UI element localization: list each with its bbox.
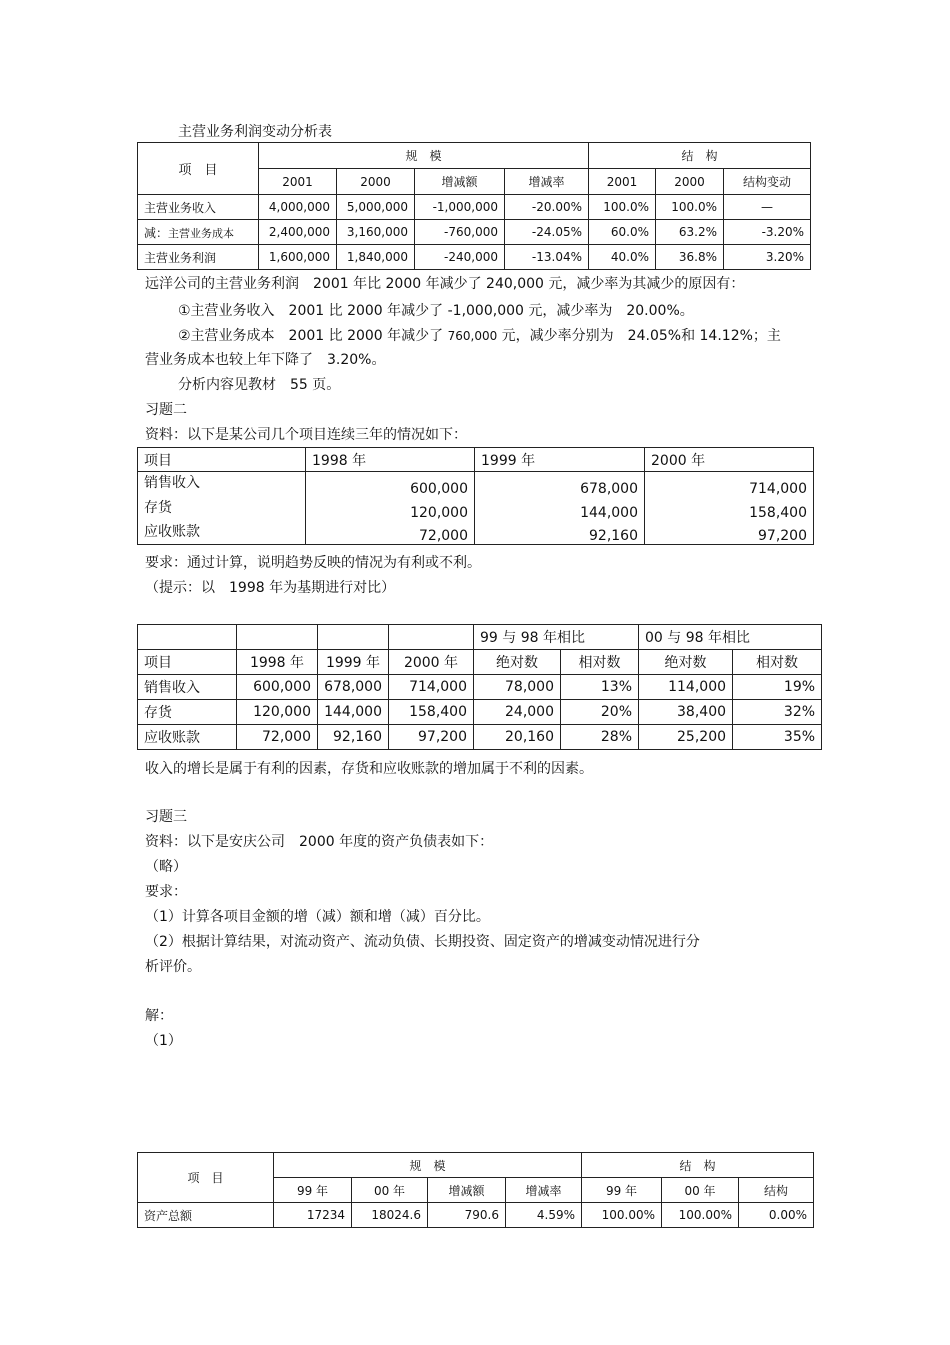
row-label: 资产总额 bbox=[138, 1203, 274, 1228]
cell: 114,000 bbox=[639, 675, 733, 700]
analysis-point-1: ①主营业务收入 2001 比 2000 年减少了 -1,000,000 元，减少率为 20.00%。 bbox=[178, 303, 694, 319]
row-label-text: 主营业务成本 bbox=[168, 226, 235, 240]
cell: 24,000 bbox=[474, 700, 561, 725]
trend-comparison-table bbox=[137, 624, 822, 750]
subheader: 增减额 bbox=[415, 169, 505, 195]
table-row bbox=[138, 675, 822, 700]
empty-cell bbox=[237, 625, 318, 650]
header-item: 项 目 bbox=[138, 143, 259, 195]
cell: 25,200 bbox=[639, 725, 733, 750]
requirement-heading: 要求： bbox=[145, 884, 187, 900]
exercise-2-requirement: 要求：通过计算，说明趋势反映的情况为有利或不利。 bbox=[145, 555, 481, 571]
cell: -3.20% bbox=[724, 220, 811, 245]
column-header: 相对数 bbox=[733, 650, 822, 675]
analysis-reference: 分析内容见教材 55 页。 bbox=[178, 377, 341, 393]
cell: 1,600,000 bbox=[259, 245, 337, 270]
cell: 714,000 bbox=[645, 472, 814, 497]
cell: 3,160,000 bbox=[337, 220, 415, 245]
subheader: 00 年 bbox=[352, 1178, 428, 1203]
column-header: 项目 bbox=[138, 448, 306, 472]
row-label: 销售收入 bbox=[138, 675, 237, 700]
cell: 18024.6 bbox=[352, 1203, 428, 1228]
table-row bbox=[138, 195, 811, 220]
column-header: 1998 年 bbox=[306, 448, 475, 472]
cell: 2,400,000 bbox=[259, 220, 337, 245]
header-structure: 结 构 bbox=[582, 1153, 814, 1178]
subheader: 增减率 bbox=[505, 169, 589, 195]
cell: 158,400 bbox=[389, 700, 474, 725]
solution-part-1: （1） bbox=[145, 1033, 182, 1049]
cell: 600,000 bbox=[237, 675, 318, 700]
column-header: 项目 bbox=[138, 650, 237, 675]
row-label: 应收账款 bbox=[138, 725, 237, 750]
cell: 36.8% bbox=[656, 245, 724, 270]
subheader: 结构 bbox=[739, 1178, 814, 1203]
analysis-point-2-cont: 营业务成本也较上年下降了 3.20%。 bbox=[145, 352, 386, 368]
table-row bbox=[138, 725, 822, 750]
exercise-3-heading: 习题三 bbox=[145, 809, 187, 825]
cell: 72,000 bbox=[237, 725, 318, 750]
analysis-paragraph: 远洋公司的主营业务利润 2001 年比 2000 年减少了 240,000 元，减少率为其减少的原因有： bbox=[145, 276, 745, 292]
subheader: 增减额 bbox=[428, 1178, 506, 1203]
row-label: 存货 bbox=[138, 497, 306, 521]
cell: 38,400 bbox=[639, 700, 733, 725]
cell: 40.0% bbox=[589, 245, 656, 270]
cell: 20% bbox=[561, 700, 639, 725]
cell: 5,000,000 bbox=[337, 195, 415, 220]
table1-title: 主营业务利润变动分析表 bbox=[178, 124, 332, 140]
cell: 144,000 bbox=[318, 700, 389, 725]
cell: 78,000 bbox=[474, 675, 561, 700]
cell: 4.59% bbox=[506, 1203, 582, 1228]
subheader: 2000 bbox=[656, 169, 724, 195]
empty-cell bbox=[318, 625, 389, 650]
cell: 714,000 bbox=[389, 675, 474, 700]
exercise-2-conclusion: 收入的增长是属于有利的因素，存货和应收账款的增加属于不利的因素。 bbox=[145, 761, 593, 777]
header-scale: 规 模 bbox=[259, 143, 589, 169]
row-prefix: 减： bbox=[144, 225, 169, 240]
subheader: 2000 bbox=[337, 169, 415, 195]
cell: -24.05% bbox=[505, 220, 589, 245]
cell: -760,000 bbox=[415, 220, 505, 245]
row-label: 主营业务收入 bbox=[138, 195, 259, 220]
empty-cell bbox=[389, 625, 474, 650]
subheader: 99 年 bbox=[582, 1178, 662, 1203]
column-header: 1999 年 bbox=[475, 448, 645, 472]
cell: -20.00% bbox=[505, 195, 589, 220]
row-label: 应收账款 bbox=[138, 521, 306, 545]
table-row bbox=[138, 245, 811, 270]
table-row bbox=[138, 700, 822, 725]
cell: 120,000 bbox=[237, 700, 318, 725]
exercise-3-data: 资料：以下是安庆公司 2000 年度的资产负债表如下： bbox=[145, 834, 494, 850]
row-label: 销售收入 bbox=[138, 472, 306, 497]
cell: 158,400 bbox=[645, 497, 814, 521]
group-header-99-vs-98: 99 与 98 年相比 bbox=[474, 625, 639, 650]
column-header: 1998 年 bbox=[237, 650, 318, 675]
cell: -13.04% bbox=[505, 245, 589, 270]
cell: 60.0% bbox=[589, 220, 656, 245]
subheader: 99 年 bbox=[274, 1178, 352, 1203]
column-header: 相对数 bbox=[561, 650, 639, 675]
cell: 17234 bbox=[274, 1203, 352, 1228]
exercise-2-heading: 习题二 bbox=[145, 402, 187, 418]
row-label: 存货 bbox=[138, 700, 237, 725]
subheader: 00 年 bbox=[662, 1178, 739, 1203]
subheader: 2001 bbox=[589, 169, 656, 195]
balance-sheet-analysis-table bbox=[137, 1152, 814, 1228]
header-structure: 结 构 bbox=[589, 143, 811, 169]
cell: 97,200 bbox=[389, 725, 474, 750]
exercise-2-data: 资料：以下是某公司几个项目连续三年的情况如下： bbox=[145, 427, 467, 443]
cell: 1,840,000 bbox=[337, 245, 415, 270]
requirement-1: （1）计算各项目金额的增（减）额和增（减）百分比。 bbox=[145, 909, 490, 925]
cell: 600,000 bbox=[306, 472, 475, 497]
column-header: 绝对数 bbox=[474, 650, 561, 675]
cell: 92,160 bbox=[318, 725, 389, 750]
subheader: 2001 bbox=[259, 169, 337, 195]
group-header-00-vs-98: 00 与 98 年相比 bbox=[639, 625, 822, 650]
cell: 100.00% bbox=[662, 1203, 739, 1228]
cell: 63.2% bbox=[656, 220, 724, 245]
cell: — bbox=[724, 195, 811, 220]
table-row bbox=[138, 521, 814, 545]
cell: 100.0% bbox=[589, 195, 656, 220]
column-header: 2000 年 bbox=[389, 650, 474, 675]
cell: 13% bbox=[561, 675, 639, 700]
cell: 35% bbox=[733, 725, 822, 750]
analysis-point-2 bbox=[178, 325, 781, 345]
cell: 32% bbox=[733, 700, 822, 725]
three-year-data-table bbox=[137, 447, 814, 545]
cell: 0.00% bbox=[739, 1203, 814, 1228]
subheader: 增减率 bbox=[506, 1178, 582, 1203]
cell: 790.6 bbox=[428, 1203, 506, 1228]
profit-analysis-table bbox=[137, 142, 811, 270]
omitted-note: （略） bbox=[145, 859, 187, 875]
cell: 3.20% bbox=[724, 245, 811, 270]
cell: 92,160 bbox=[475, 521, 645, 545]
cell: 4,000,000 bbox=[259, 195, 337, 220]
subheader: 结构变动 bbox=[724, 169, 811, 195]
analysis-point-2-c: 元，减少率分别为 24.05%和 14.12%；主 bbox=[497, 328, 781, 344]
requirement-2: （2）根据计算结果，对流动资产、流动负债、长期投资、固定资产的增减变动情况进行分 bbox=[145, 934, 700, 950]
cell: 120,000 bbox=[306, 497, 475, 521]
cell: 20,160 bbox=[474, 725, 561, 750]
column-header: 绝对数 bbox=[639, 650, 733, 675]
cell: 144,000 bbox=[475, 497, 645, 521]
cell: 97,200 bbox=[645, 521, 814, 545]
cell: 72,000 bbox=[306, 521, 475, 545]
table-row bbox=[138, 472, 814, 497]
cell: 100.00% bbox=[582, 1203, 662, 1228]
cell: 19% bbox=[733, 675, 822, 700]
cell: 678,000 bbox=[318, 675, 389, 700]
analysis-point-2-value: 760,000 bbox=[447, 329, 498, 343]
analysis-point-2-a: ②主营业务成本 2001 比 2000 年减少了 bbox=[178, 328, 448, 344]
cell: 28% bbox=[561, 725, 639, 750]
row-label bbox=[138, 220, 259, 245]
header-item: 项 目 bbox=[138, 1153, 274, 1203]
column-header: 1999 年 bbox=[318, 650, 389, 675]
requirement-2-cont: 析评价。 bbox=[145, 959, 201, 975]
cell: -1,000,000 bbox=[415, 195, 505, 220]
cell: 100.0% bbox=[656, 195, 724, 220]
table-row bbox=[138, 220, 811, 245]
header-scale: 规 模 bbox=[274, 1153, 582, 1178]
exercise-2-hint: （提示：以 1998 年为基期进行对比） bbox=[145, 580, 396, 596]
column-header: 2000 年 bbox=[645, 448, 814, 472]
cell: 678,000 bbox=[475, 472, 645, 497]
cell: -240,000 bbox=[415, 245, 505, 270]
row-label: 主营业务利润 bbox=[138, 245, 259, 270]
table-row bbox=[138, 497, 814, 521]
empty-cell bbox=[138, 625, 237, 650]
solution-heading: 解： bbox=[145, 1008, 173, 1024]
table-row bbox=[138, 1203, 814, 1228]
